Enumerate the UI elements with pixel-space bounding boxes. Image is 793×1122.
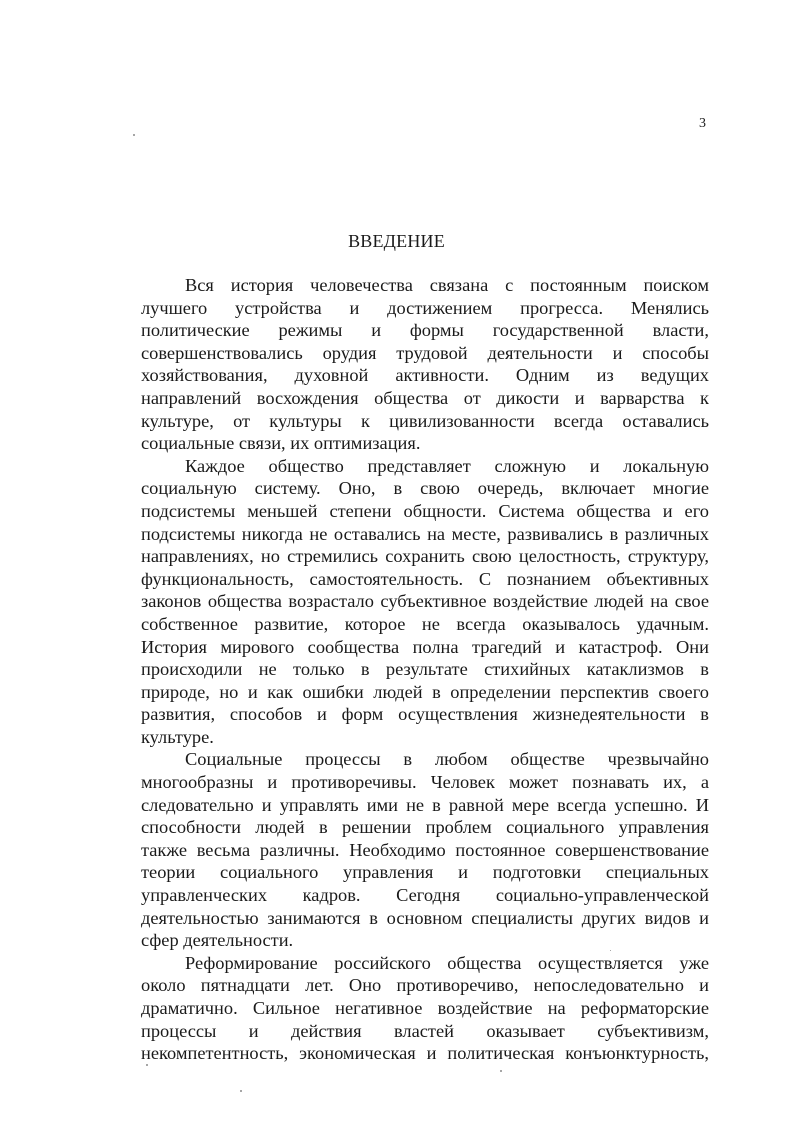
text-line: многообразны и противоречивы. Человек может познавать их, а [141,772,709,793]
text-line: сфер деятельности. [141,930,294,951]
paragraph-3 [141,748,709,951]
text-line: способности людей в решении проблем социального управления [141,817,709,838]
text-line: природе, но и как ошибки людей в определении перспектив своего [141,681,709,702]
text-line: Социальные процессы в любом обществе чрезвычайно [185,749,709,770]
paragraph-4 [141,952,709,1065]
scan-speck [610,950,611,951]
text-line: Реформирование российского общества осуществляется уже [185,952,709,973]
text-line: совершенствовались орудия трудовой деятельности и способы [141,342,709,363]
text-line: управленческих кадров. Сегодня социально-управленческой [141,885,709,906]
text-line: подсистемы меньшей степени общности. Система общества и его [141,500,709,521]
text-line: происходили не только в результате стихийных катаклизмов в [141,659,709,680]
text-line: Каждое общество представляет сложную и локальную [185,455,709,476]
text-line: лучшего устройства и достижением прогресса. Менялись [141,297,709,318]
text-line: История мирового сообщества полна трагедий и катастроф. Они [141,636,709,657]
scan-speck [240,1090,242,1092]
body-text [141,274,709,1065]
text-line: Вся история человечества связана с постоянным поиском [185,275,709,295]
scan-speck [133,134,135,136]
scan-speck [146,1064,148,1066]
text-line: следовательно и управлять ими не в равной мере всегда успешно. И [141,794,709,815]
text-line: направлениях, но стремились сохранить свою целостность, структуру, [141,546,709,567]
text-line: направлений восхождения общества от дикости и варварства к [141,387,709,408]
text-line: некомпетентность, экономическая и политическая конъюнктурность, [141,1043,709,1064]
text-line: хозяйствования, духовной активности. Одним из ведущих [141,365,709,386]
section-heading: ВВЕДЕНИЕ [348,231,445,251]
scan-speck [500,1070,502,1072]
text-line: также весьма различны. Необходимо постоянное совершенствование [141,839,709,860]
text-line: социальные связи, их оптимизация. [141,433,421,454]
text-line: культуре. [141,726,214,747]
text-line: функциональность, самостоятельность. С познанием объективных [141,568,709,589]
text-line: драматично. Сильное негативное воздействие на реформаторские [141,998,709,1018]
text-line: собственное развитие, которое не всегда оказывалось удачным. [141,613,709,634]
text-line: развития, способов и форм осуществления жизнедеятельности в [141,704,709,725]
paragraph-2 [141,455,709,749]
page-number: 3 [699,116,706,131]
text-line: законов общества возрастало субъективное воздействие людей на свое [141,591,709,612]
text-line: теории социального управления и подготовки специальных [141,862,709,883]
text-line: около пятнадцати лет. Оно противоречиво, непоследовательно и [141,975,709,996]
text-line: политические режимы и формы государственной власти, [141,320,709,341]
text-line: процессы и действия властей оказывает субъективизм, [141,1020,709,1041]
text-line: деятельностью занимаются в основном специалисты других видов и [141,907,709,928]
text-line: подсистемы никогда не оставались на месте, развивались в различных [141,523,709,544]
paragraph-1 [141,274,709,455]
text-line: культуре, от культуры к цивилизованности всегда оставались [141,410,709,431]
text-line: социальную систему. Оно, в свою очередь, включает многие [141,478,709,499]
